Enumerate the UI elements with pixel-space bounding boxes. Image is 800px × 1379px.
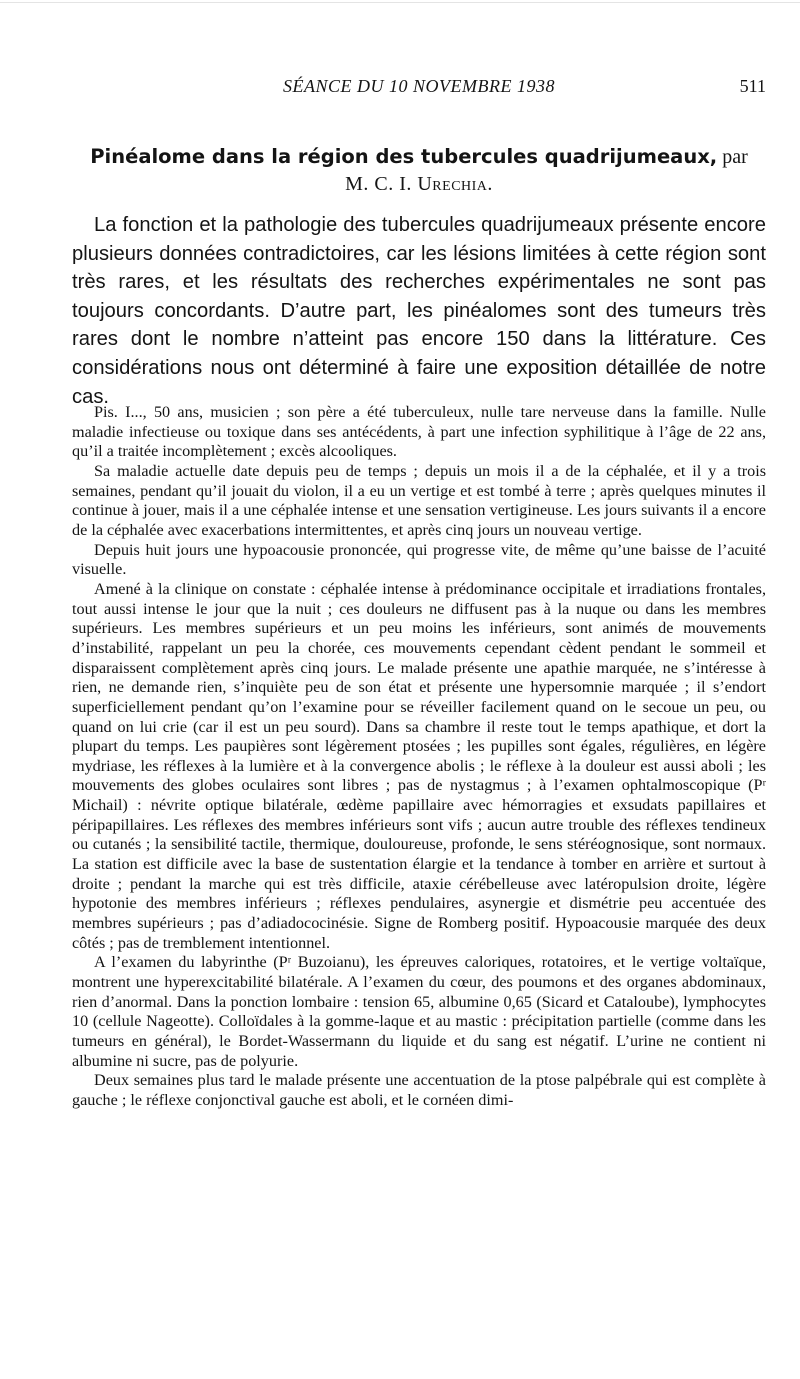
article-author: M. C. I. Urechia. — [345, 173, 493, 195]
paragraph-onset: Sa maladie actuelle date depuis peu de temps ; depuis un mois il a de la céphalée, et il y a trois semaines, pendant qu’il jouait du violon, il a eu un vertige et est tombé à terre ; après quelques minutes il continue à jouer, mais il a une céphalée intense et une sensation vertigineuse. Les jours suivants il a encore de la céphalée avec exacerbations intermittentes, et après cinq jours un nouveau vertige. — [72, 461, 766, 539]
paragraph-examination: Amené à la clinique on constate : céphalée intense à prédominance occipitale et irradiations frontales, tout aussi intense le jour que la nuit ; ces douleurs ne diffusent pas à la nuque ou dans les membres supérieurs. Les membres supérieurs et un peu moins les inférieurs, sont animés de mouvements d’instabilité, rappelant un peu la chorée, ces mouvements cependant cèdent pendant le sommeil et disparaissent complètement après cinq jours. Le malade présente une apathie marquée, ne s’intéresse à rien, ne demande rien, s’inquiète peu de son état et présente une hypersomnie marquée ; il s’endort superficiellement pendant qu’on l’examine pour se réveiller facilement quand on le secoue un peu, ou quand on lui crie (car il est un peu sourd). Dans sa chambre il reste tout le temps apathique, et dort la plupart du temps. Les paupières sont légèrement ptosées ; les pupilles sont égales, régulières, en légère mydriase, les réflexes à la lumière et à la convergence abolis ; le réflexe à la douleur est aussi aboli ; les mouvements des globes oculaires sont libres ; pas de nystagmus ; à l’examen ophtalmoscopique (Pʳ Michail) : névrite optique bilatérale, œdème papillaire avec hémorragies et exsudats papillaires et péripapillaires. Les réflexes des membres inférieurs sont vifs ; aucun autre trouble des réflexes tendineux ou cutanés ; la sensibilité tactile, thermique, douloureuse, profonde, le sens stéréognosique, sont normaux. La station est difficile avec la base de sustentation élargie et la tendance à tomber en arrière et surtout à droite ; pendant la marche qui est très difficile, ataxie cérébelleuse avec latéropulsion droite, légère hypotonie des membres inférieurs ; réflexes pendulaires, asynergie et dismétrie peu accentuée des membres supérieurs ; pas d’adiadococinésie. Signe de Romberg positif. Hypoacousie marquée des deux côtés ; pas de tremblement intentionnel. — [72, 579, 766, 952]
page-number: 511 — [739, 76, 766, 96]
scan-edge-line — [0, 2, 800, 3]
case-report-body — [72, 403, 766, 1111]
paragraph-hearing: Depuis huit jours une hypoacousie prononcée, qui progresse vite, de même qu’une baisse de l’acuité visuelle. — [72, 540, 766, 579]
paragraph-history: Pis. I..., 50 ans, musicien ; son père a été tuberculeux, nulle tare nerveuse dans la famille. Nulle maladie infectieuse ou toxique dans ses antécédents, à part une infection syphilitique à l’âge de 22 ans, qu’il a traitée incomplètement ; excès alcooliques. — [72, 403, 766, 461]
by-word: par — [722, 146, 748, 168]
running-head: SÉANCE DU 10 NOVEMBRE 1938 — [283, 76, 555, 96]
paragraph-followup: Deux semaines plus tard le malade présente une accentuation de la ptose palpébrale qui est complète à gauche ; le réflexe conjonctival gauche est aboli, et le cornéen dimi- — [72, 1071, 766, 1109]
article-heading — [72, 143, 766, 198]
paragraph-labyrinth: A l’examen du labyrinthe (Pʳ Buzoianu), les épreuves caloriques, rotatoires, et le vertige voltaïque, montrent une hyperexcitabilité bilatérale. A l’examen du cœur, des poumons et des organes abdominaux, rien d’anormal. Dans la ponction lombaire : tension 65, albumine 0,65 (Sicard et Cataloube), lymphocytes 10 (cellule Nageotte). Colloïdales à la gomme-laque et au mastic : précipitation partielle (comme dans les tumeurs en général), le Bordet-Wassermann du liquide et du sang est négatif. L’urine ne contient ni albumine ni sucre, pas de polyurie. — [72, 953, 766, 1070]
title-line — [72, 143, 766, 171]
page-header — [72, 76, 766, 100]
article-title: Pinéalome dans la région des tubercules quadrijumeaux, — [90, 145, 718, 168]
intro-paragraph: La fonction et la pathologie des tubercules quadrijumeaux présente encore plusieurs données contradictoires, car les lésions limitées à cette région sont très rares, et les résultats des recherches expérimentales ne sont pas toujours concordants. D’autre part, les pinéalomes sont des tumeurs très rares dont le nombre n’atteint pas encore 150 dans la littérature. Ces considérations nous ont déterminé à faire une exposition détaillée de notre cas. — [72, 214, 766, 408]
